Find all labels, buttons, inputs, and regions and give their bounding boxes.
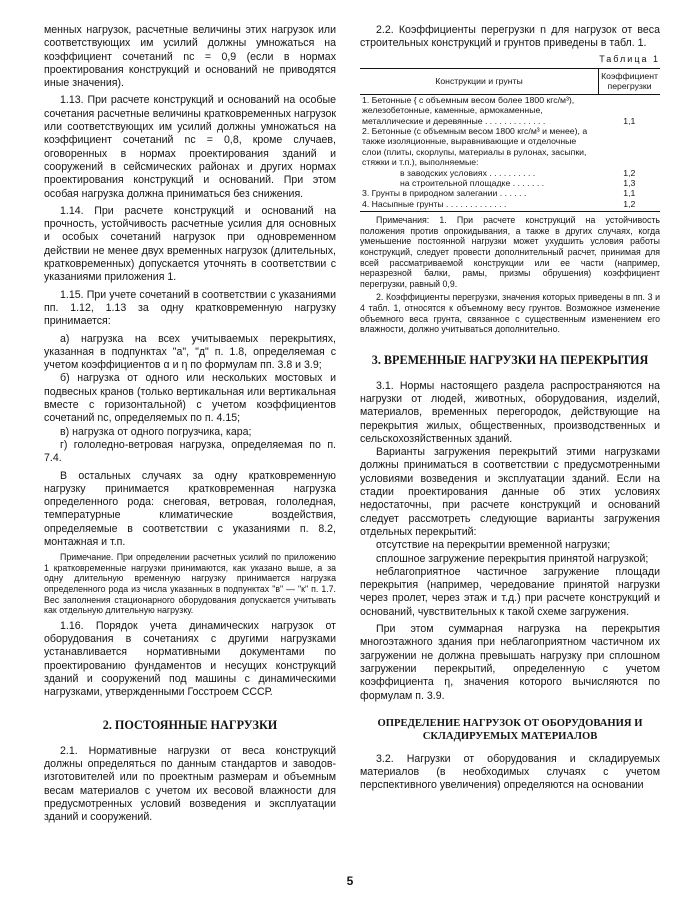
variant-full-load: сплошное загружение перекрытия принятой нагрузкой; xyxy=(376,552,649,565)
variant-no-load: отсутствие на перекрытии временной нагрузки; xyxy=(376,539,611,552)
paragraph-2-1: 2.1. Нормативные нагрузки от веса конструкций должны определяться по данным стандартов и заводов-изготовителей или по проектным размерам и объемным весам материалов с учетом их весовой влажности для предусмотренных условий возведения и эксплуатации зданий и сооружений. xyxy=(44,744,336,824)
table-note-1: Примечания: 1. При расчете конструкций на устойчивость положения против опрокидывания, а также в других случаях, когда уменьшение постоянной нагрузки может ухудшить условия работы конструкций, следует провести дополнительный расчет, принимая для всей рассматриваемой конструкции или ее части (например, неразрезной балки, рамы, призмы обрушения) коэффициент перегрузки, равный 0,9. xyxy=(360,215,660,289)
table-label: Таблица 1 xyxy=(599,53,660,64)
paragraph-3-1-total: При этом суммарная нагрузка на перекрытия многоэтажного здания при неблагоприятном частичном их загружении не должна превышать нагрузку при сплошном загружении перекрытий, определенную с учетом коэффициента η, значения которого вычисляются по формулам п. 3.9. xyxy=(360,623,660,702)
table-cell-text: в заводских условиях . . . . . . . . . . xyxy=(400,167,536,178)
table-header-factor: Коэффициент перегрузки xyxy=(599,68,660,94)
variant-partial-load: неблагоприятное частичное загружение площади перекрытия (например, чередование принятой нагрузки через пролет, через этаж и т.д.) при расчете конструкций и оснований, чувствительных к такой схеме загружения. xyxy=(360,565,660,618)
table-row xyxy=(360,199,660,212)
table-row xyxy=(360,178,660,188)
subsection-heading: ОПРЕДЕЛЕНИЕ НАГРУЗОК ОТ ОБОРУДОВАНИЯ И СКЛАДИРУЕМЫХ МАТЕРИАЛОВ xyxy=(377,717,643,742)
paragraph-1-15: 1.15. При учете сочетаний в соответствии с указаниями пп. 1.12, 1.13 за одну кратковременную нагрузку принимается: xyxy=(44,288,336,328)
paragraph-3-2: 3.2. Нагрузки от оборудования и складируемых материалов (в необходимых случаях с учетом перспективного увеличения) определяются на основании xyxy=(360,752,660,792)
table-row xyxy=(360,168,660,178)
section-3-heading: 3. ВРЕМЕННЫЕ НАГРУЗКИ НА ПЕРЕКРЫТИЯ xyxy=(371,352,649,367)
table-row xyxy=(360,126,660,168)
table-note-2: 2. Коэффициенты перегрузки, значения которых приведены в пп. 3 и 4 табл. 1, относятся к объемному весу грунтов. Возможное изменение объемного веса грунта, связанное с существенным изменением его влажности, должно учитываться дополнительно. xyxy=(360,292,660,335)
table-cell-text: 2. Бетонные (с объемным весом 1800 кгс/м³ и менее), а также изоляционные, выравнивающие и отделочные слои (плиты, скорлупы, материалы в рулонах, засыпки, стяжки и т.п.), выполняемые: xyxy=(362,125,588,168)
table-cell-value: 1,1 xyxy=(623,188,636,199)
right-column xyxy=(360,24,660,793)
section-2-heading: 2. ПОСТОЯННЫЕ НАГРУЗКИ xyxy=(102,717,278,732)
left-column xyxy=(44,24,336,824)
paragraph-1-14: 1.14. При расчете конструкций и оснований на прочность, устойчивость расчетные усилия для основных и особых сочетаний нагрузок при одновременном действии не менее двух временных нагрузок (длительных, кратковременных) допускается уточнять в соответствии с указаниями приложения 1. xyxy=(44,204,336,284)
table-cell-value xyxy=(599,126,660,168)
item-1-15-a: а) нагрузка на всех учитываемых перекрытиях, указанная в подпунктах "а", "д" п. 1.8, определяемая с учетом коэффициентов α и η по формулам пп. 3.8 и 3.9; xyxy=(44,332,336,372)
paragraph-3-1-variants: Варианты загружения перекрытий этими нагрузками должны приниматься в соответствии с предусмотренными условиями возведения и эксплуатации зданий. Если на стадии проектирования данные об этих условиях недостаточны, при расчете конструкций и оснований следует рассмотреть следующие варианты загружения отдельных перекрытий: xyxy=(360,446,660,538)
table-row xyxy=(360,94,660,126)
paragraph-1-15-other: В остальных случаях за одну кратковременную нагрузку принимается кратковременная нагрузка определенного рода: снеговая, ветровая, гололедная, температурные климатические воздействия, определяемые в соответствии с указаниями п. 8.2, монтажная и т.п. xyxy=(44,469,336,548)
table-cell-value: 1,2 xyxy=(599,199,660,212)
table-cell-value: 1,2 xyxy=(623,167,636,178)
table-header-constructions: Конструкции и грунты xyxy=(360,68,599,94)
paragraph-1-16: 1.16. Порядок учета динамических нагрузок от оборудования в сочетаниях с другими нагрузками устанавливается нормативными документами по проектированию фундаментов и несущих конструкций зданий и сооружений под машины с динамическими нагрузками, утвержденными Госстроем СССР. xyxy=(44,619,336,699)
table-cell-value: 1,1 xyxy=(623,115,636,126)
paragraph-3-1: 3.1. Нормы настоящего раздела распространяются на нагрузки от людей, животных, оборудования, изделий, материалов, временных перегородок, действующие на перекрытия жилых, общественных, производственных и сельскохозяйственных зданий. xyxy=(360,379,660,445)
item-1-15-b: б) нагрузка от одного или нескольких мостовых и подвесных кранов (только вертикальная или вертикальная вместе с горизонтальной) с учетом коэффициентов сочетаний nc, определяемых по п. 4.15; xyxy=(44,372,336,425)
table-cell-text: 3. Грунты в природном залегании . . . . . . xyxy=(362,188,527,199)
table-cell-text: 1. Бетонные { с объемным весом более 1800 кгс/м³), железобетонные, каменные, армокаменные, металлические и деревянные . . . . . . . . . . . . . xyxy=(362,94,575,126)
table-row xyxy=(360,188,660,198)
paragraph-2-2: 2.2. Коэффициенты перегрузки n для нагрузок от веса строительных конструкций и грунтов приведены в табл. 1. xyxy=(360,24,660,50)
paragraph-1-13: 1.13. При расчете конструкций и оснований на особые сочетания расчетные величины кратковременных нагрузок или соответствующих им усилий должны умножаться на коэффициент сочетаний nc = 0,8, кроме случаев, оговоренных в нормах проектирования зданий и сооружений в сейсмических районах и других нормах проектирования конструкций и оснований. При этом особая нагрузка должна приниматься без снижения. xyxy=(44,94,336,200)
note-1-15: Примечание. При определении расчетных усилий по приложению 1 кратковременные нагрузки принимаются, как указано выше, а за одну длительную временную нагрузку принимается нагрузка определенного рода из числа указанных в подпунктах "в" — "к" п. 1.7. Вес заполнения стационарного оборудования допускается учитывать как отдельную длительную нагрузку. xyxy=(44,552,336,616)
item-1-15-d: г) гололедно-ветровая нагрузка, определяемая по п. 7.4. xyxy=(44,438,336,465)
table-cell-value: 1,3 xyxy=(623,177,636,188)
table-cell-text: 4. Насыпные грунты . . . . . . . . . . . . . xyxy=(360,199,599,212)
item-1-15-c: в) нагрузка от одного погрузчика, кара; xyxy=(60,425,252,438)
paragraph-1-12-end: менных нагрузок, расчетные величины этих нагрузок или соответствующих им усилий должны умножаться на коэффициент сочетаний nc = 0,9 (если в нормах проектирования конструкций и оснований не приводятся иные значения). xyxy=(44,24,336,90)
page-number: 5 xyxy=(346,874,354,888)
load-factor-table xyxy=(360,68,660,212)
table-cell-text: на строительной площадке . . . . . . . xyxy=(400,177,545,188)
